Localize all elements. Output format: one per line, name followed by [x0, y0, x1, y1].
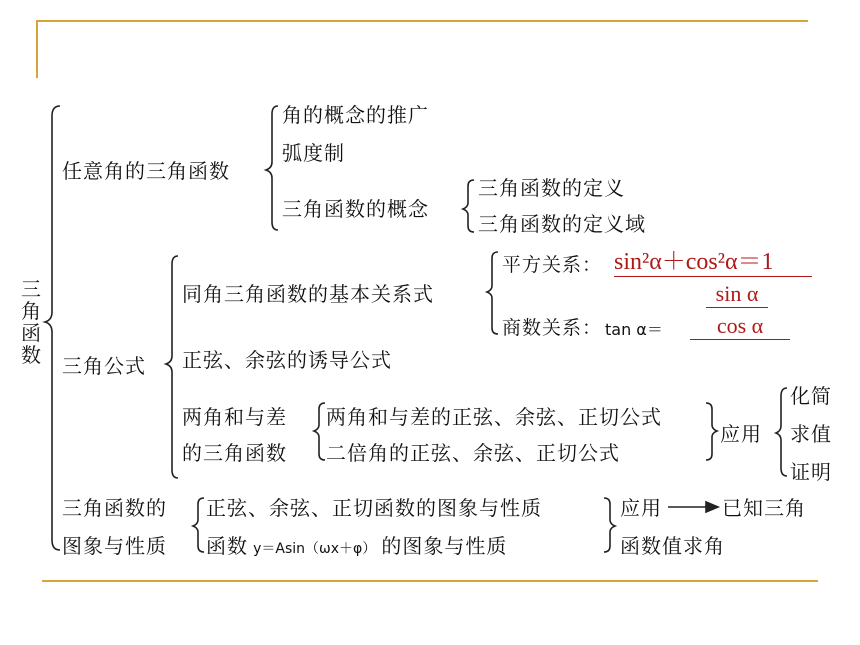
apply-item-evaluate: 求值: [790, 422, 832, 446]
apply-item-prove: 证明: [790, 460, 832, 484]
branch2-label: 三角公式: [62, 354, 146, 378]
sum-label-line2: 的三角函数: [182, 441, 287, 465]
branch3-apply-target-2: 函数值求角: [620, 534, 725, 558]
branch1-label: 任意角的三角函数: [62, 159, 230, 183]
branch1-item-c1: 三角函数的定义: [478, 176, 625, 200]
top-rule: [36, 20, 808, 22]
quotient-prefix: tan α＝: [605, 320, 663, 339]
quotient-label: 商数关系：: [502, 317, 603, 339]
sum-apply: 应用: [720, 422, 762, 446]
branch3-item-b-formula: y＝Asin（ωx＋φ）: [253, 541, 377, 557]
bottom-rule: [42, 580, 818, 582]
basic-relation: 同角三角函数的基本关系式: [182, 282, 434, 306]
sum-item-b: 二倍角的正弦、余弦、正切公式: [326, 441, 620, 465]
root-label: [20, 278, 44, 366]
square-label: 平方关系：: [502, 254, 603, 276]
quotient-numerator: sin α: [706, 281, 768, 308]
branch1-item-c2: 三角函数的定义域: [478, 212, 646, 236]
square-formula: sin²α＋cos²α＝1: [614, 248, 812, 277]
branch3-label-line2: 图象与性质: [62, 534, 167, 558]
left-rule: [36, 20, 38, 78]
quotient-denominator: cos α: [690, 313, 790, 340]
branch3-apply-target-1: 已知三角: [722, 496, 806, 520]
branch3-apply-label: 应用: [620, 496, 662, 520]
root-label-text: 三角函数: [21, 277, 41, 367]
branch3-label-line1: 三角函数的: [62, 496, 167, 520]
branch1-item-c: 三角函数的概念: [282, 197, 429, 221]
apply-item-simplify: 化简: [790, 384, 832, 408]
branch1-item-b: 弧度制: [282, 141, 345, 165]
sum-label-line1: 两角和与差: [182, 405, 287, 429]
induction-formula: 正弦、余弦的诱导公式: [182, 348, 392, 372]
branch1-item-a: 角的概念的推广: [282, 103, 429, 127]
branch3-item-a: 正弦、余弦、正切函数的图象与性质: [206, 496, 542, 520]
branch3-item-b-suffix: 的图象与性质: [381, 534, 508, 558]
branch3-item-b: [206, 534, 507, 558]
sum-item-a: 两角和与差的正弦、余弦、正切公式: [326, 405, 662, 429]
branch3-item-b-prefix: 函数: [206, 534, 248, 558]
